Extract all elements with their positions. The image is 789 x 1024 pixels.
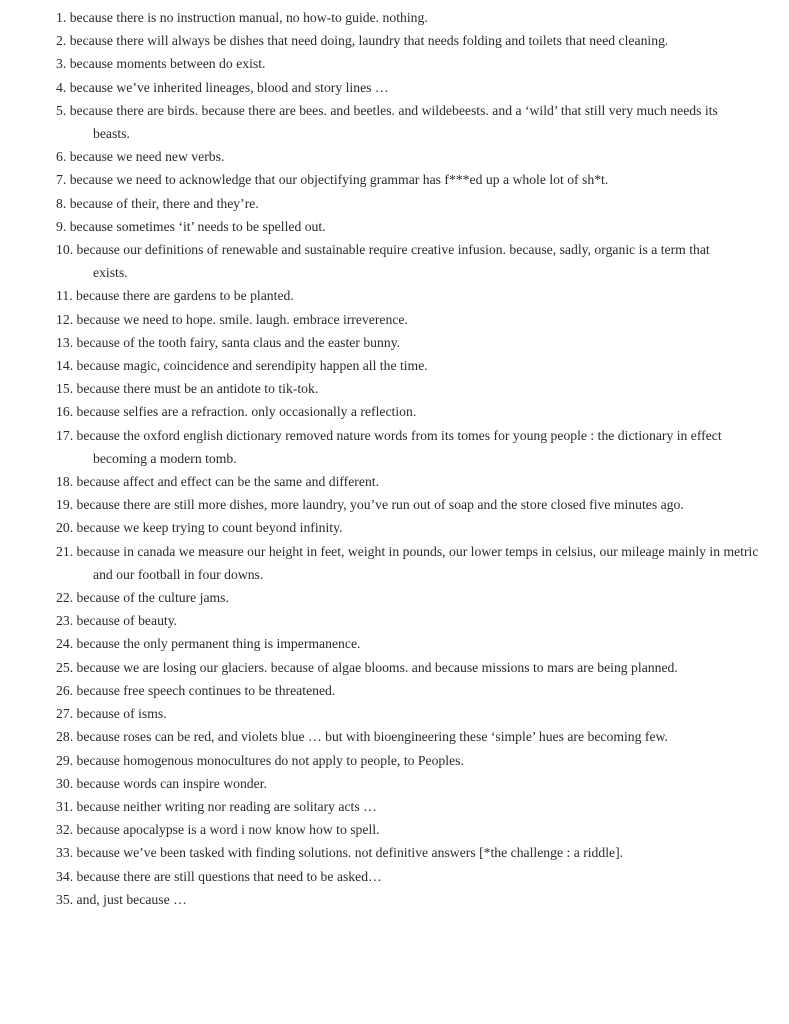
list-item	[0, 470, 789, 493]
list-item	[0, 6, 789, 29]
item-number: 12.	[56, 311, 74, 327]
item-text: because sometimes ‘it’ needs to be spelled out.	[69, 218, 326, 234]
item-text: because moments between do exist.	[69, 56, 266, 72]
item-number: 19.	[56, 497, 74, 513]
item-text: because selfies are a refraction. only occasionally a reflection.	[76, 404, 417, 420]
item-number: 31.	[56, 798, 74, 814]
list-item	[0, 888, 789, 911]
item-number: 2.	[56, 33, 67, 49]
list-item	[0, 772, 789, 795]
item-text: because of the tooth fairy, santa claus and the easter bunny.	[76, 334, 401, 350]
item-number: 11.	[56, 288, 73, 304]
item-number: 15.	[56, 381, 74, 397]
list-item	[0, 354, 789, 377]
item-text: because of isms.	[76, 706, 167, 722]
list-item	[0, 702, 789, 725]
list-item	[0, 145, 789, 168]
list-item	[0, 308, 789, 331]
item-number: 14.	[56, 358, 74, 374]
list-item	[0, 238, 789, 284]
item-number: 26.	[56, 682, 74, 698]
list-item	[0, 284, 789, 307]
item-number: 23.	[56, 613, 74, 629]
list-item	[0, 725, 789, 748]
item-number: 13.	[56, 334, 74, 350]
list-item	[0, 493, 789, 516]
item-text: because our definitions of renewable and sustainable require creative infusion. because, sadly, organic is a term that exists.	[76, 242, 710, 281]
list-item	[0, 818, 789, 841]
item-text: because we need to acknowledge that our objectifying grammar has f***ed up a whole lot of sh*t.	[69, 172, 609, 188]
item-number: 1.	[56, 10, 67, 25]
item-text: because there must be an antidote to tik-tok.	[76, 381, 319, 397]
item-number: 32.	[56, 822, 74, 838]
item-text: because of the culture jams.	[76, 590, 229, 606]
item-number: 22.	[56, 590, 74, 606]
item-number: 21.	[56, 543, 74, 559]
item-number: 5.	[56, 102, 67, 118]
item-text: because in canada we measure our height in feet, weight in pounds, our lower temps in celsius, our mileage mainly in metric and our football in four downs.	[76, 543, 759, 582]
item-number: 8.	[56, 195, 67, 211]
item-text: because affect and effect can be the same and different.	[76, 474, 380, 490]
list-item	[0, 656, 789, 679]
item-text: because free speech continues to be threatened.	[76, 682, 336, 698]
list-item	[0, 215, 789, 238]
list-item	[0, 586, 789, 609]
list-item	[0, 168, 789, 191]
list-item	[0, 865, 789, 888]
list-item	[0, 400, 789, 423]
list-item	[0, 76, 789, 99]
list-item	[0, 29, 789, 52]
item-text: because magic, coincidence and serendipity happen all the time.	[76, 358, 428, 374]
item-number: 7.	[56, 172, 67, 188]
list-item	[0, 609, 789, 632]
item-number: 6.	[56, 149, 67, 165]
list-item	[0, 331, 789, 354]
item-number: 3.	[56, 56, 67, 72]
list-item	[0, 424, 789, 470]
item-number: 25.	[56, 659, 74, 675]
list-item	[0, 795, 789, 818]
item-text: because we’ve inherited lineages, blood and story lines …	[69, 79, 389, 95]
list-item	[0, 516, 789, 539]
item-text: because we keep trying to count beyond infinity.	[76, 520, 343, 536]
item-number: 27.	[56, 706, 74, 722]
item-text: because there are birds. because there are bees. and beetles. and wildebeests. and a ‘wild’ that still very much needs its beasts.	[69, 102, 718, 142]
item-text: because apocalypse is a word i now know how to spell.	[76, 822, 380, 838]
list-item	[0, 99, 789, 145]
item-text: because neither writing nor reading are solitary acts …	[76, 798, 377, 814]
item-text: and, just because …	[76, 891, 187, 907]
item-text: because homogenous monocultures do not apply to people, to Peoples.	[76, 752, 464, 768]
item-text: because there will always be dishes that need doing, laundry that needs folding and toilets that need cleaning.	[69, 33, 669, 49]
item-number: 17.	[56, 427, 74, 443]
list-item	[0, 377, 789, 400]
item-number: 28.	[56, 729, 74, 745]
item-text: because roses can be red, and violets blue … but with bioengineering these ‘simple’ hues are becoming few.	[76, 729, 668, 745]
item-number: 34.	[56, 868, 74, 884]
item-text: because the oxford english dictionary removed nature words from its tomes for young people : the dictionary in effect becoming a modern tomb.	[76, 427, 722, 466]
item-number: 16.	[56, 404, 74, 420]
item-number: 9.	[56, 218, 67, 234]
item-text: because we are losing our glaciers. because of algae blooms. and because missions to mars are being planned.	[76, 659, 678, 675]
item-text: because we need to hope. smile. laugh. embrace irreverence.	[76, 311, 408, 327]
item-text: because the only permanent thing is impermanence.	[76, 636, 361, 652]
item-text: because there is no instruction manual, no how-to guide. nothing.	[69, 10, 428, 25]
item-number: 33.	[56, 845, 74, 861]
list-item	[0, 841, 789, 864]
list-item	[0, 192, 789, 215]
list-item	[0, 632, 789, 655]
item-text: because words can inspire wonder.	[76, 775, 267, 791]
item-number: 20.	[56, 520, 74, 536]
item-text: because of their, there and they’re.	[69, 195, 259, 211]
item-text: because there are gardens to be planted.	[76, 288, 294, 304]
item-text: because we need new verbs.	[69, 149, 225, 165]
list-item	[0, 749, 789, 772]
item-number: 29.	[56, 752, 74, 768]
item-text: because there are still questions that need to be asked…	[76, 868, 382, 884]
item-number: 30.	[56, 775, 74, 791]
list-item	[0, 679, 789, 702]
item-text: because of beauty.	[76, 613, 178, 629]
item-text: because we’ve been tasked with finding solutions. not definitive answers [*the challenge : a riddle].	[76, 845, 624, 861]
item-number: 4.	[56, 79, 67, 95]
list-item	[0, 52, 789, 75]
item-number: 24.	[56, 636, 74, 652]
item-text: because there are still more dishes, more laundry, you’ve run out of soap and the store closed five minutes ago.	[76, 497, 684, 513]
item-number: 35.	[56, 891, 74, 907]
item-number: 18.	[56, 474, 74, 490]
list-item	[0, 540, 789, 586]
item-number: 10.	[56, 242, 74, 258]
